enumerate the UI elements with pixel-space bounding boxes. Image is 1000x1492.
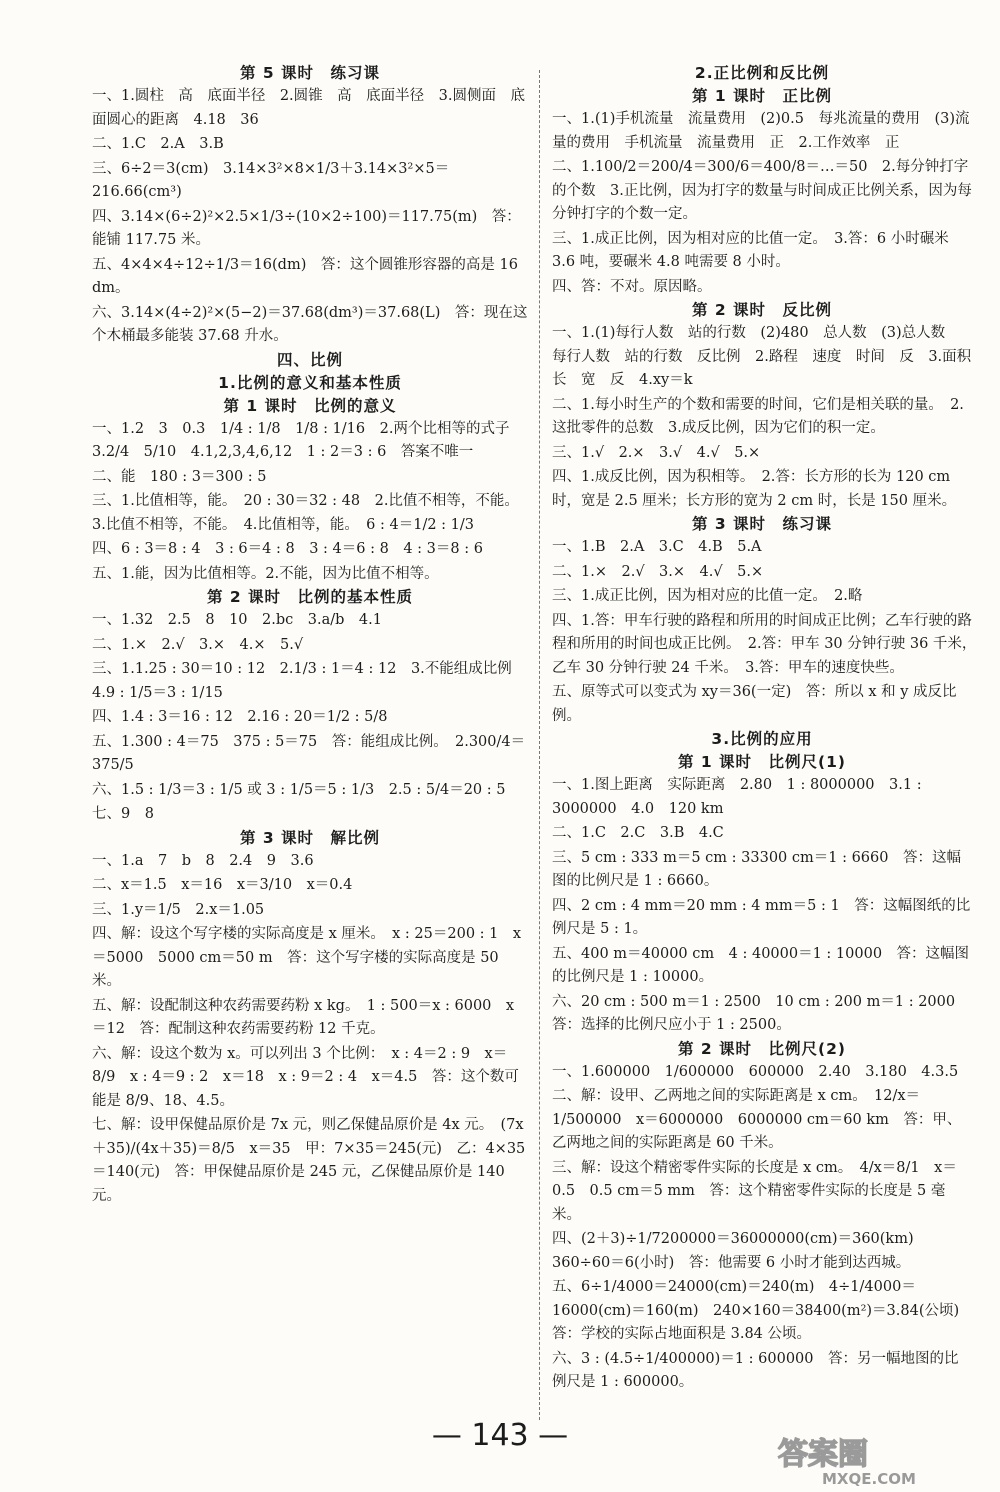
right-section-heading: 3.比例的应用 bbox=[711, 730, 813, 748]
right-answer-paragraph: 五、原等式可以变式为 xy＝36(一定) 答：所以 x 和 y 成反比例。 bbox=[552, 684, 957, 724]
right-answer-paragraph: 三、1.成正比例，因为相对应的比值一定。 3.答：6 小时碾米 3.6 吨，要碾米 4.8 吨需要 8 小时。 bbox=[552, 230, 949, 270]
right-answer-paragraph: 三、解：设这个精密零件实际的长度是 x cm。 4/x＝8/1 x＝0.5 0.5 cm＝5 mm 答：这个精密零件实际的长度是 5 毫米。 bbox=[552, 1159, 957, 1223]
right-answer-paragraph: 六、3 : (4.5÷1/400000)＝1 : 600000 答：另一幅地图的比例尺是 1 : 600000。 bbox=[552, 1350, 959, 1390]
right-section-heading: 2.正比例和反比例 bbox=[694, 64, 830, 82]
right-section-heading: 第 2 课时 比例尺(2) bbox=[677, 1039, 847, 1058]
left-answer-paragraph: 二、1.× 2.√ 3.× 4.× 5.√ bbox=[92, 636, 304, 653]
watermark-url: MXQE.COM bbox=[822, 1470, 916, 1488]
right-answer-paragraph: 三、5 cm : 333 m＝5 cm : 33300 cm＝1 : 6660 答：这幅图的比例尺是 1 : 6660。 bbox=[552, 849, 961, 889]
right-answer-paragraph: 四、1.成反比例，因为积相等。 2.答：长方形的长为 120 cm 时，宽是 2.5 厘米；长方形的宽为 2 cm 时，长是 150 厘米。 bbox=[552, 469, 957, 509]
right-answer-paragraph: 二、1.C 2.C 3.B 4.C bbox=[552, 825, 724, 841]
left-section-heading: 四、比例 bbox=[276, 350, 343, 369]
right-answer-paragraph: 四、2 cm : 4 mm＝20 mm : 4 mm＝5 : 1 答：这幅图纸的比例尺是 5 : 1。 bbox=[552, 897, 971, 937]
right-answer-paragraph: 一、1.600000 1/600000 600000 2.40 3.180 4.3.5 bbox=[552, 1063, 959, 1080]
left-answer-paragraph: 七、解：设甲保健品原价是 7x 元，则乙保健品原价是 4x 元。 (7x＋35)/(4x＋35)＝8/5 x＝35 甲：7×35＝245(元) 乙：4×35＝140(元) 答：甲保健品原价是 245 元，乙保健品原价是 140 元。 bbox=[92, 1117, 526, 1204]
left-answer-paragraph: 一、1.32 2.5 8 10 2.bc 3.a/b 4.1 bbox=[92, 612, 382, 628]
right-answer-paragraph: 三、1.成正比例，因为相对应的比值一定。 2.略 bbox=[552, 588, 863, 604]
right-answer-paragraph: 一、1.图上距离 实际距离 2.80 1 : 8000000 3.1 : 3000000 4.0 120 km bbox=[552, 777, 922, 817]
watermark-logo bbox=[758, 1432, 988, 1488]
left-answer-paragraph: 三、1.y＝1/5 2.x＝1.05 bbox=[92, 901, 265, 918]
watermark-text: 答案圈 bbox=[778, 1437, 868, 1472]
right-answer-paragraph: 一、1.(1)手机流量 流量费用 (2)0.5 每兆流量的费用 (3)流量的费用 手机流量 流量费用 正 2.工作效率 正 bbox=[552, 111, 970, 151]
left-answer-paragraph: 一、1.2 3 0.3 1/4 : 1/8 1/8 : 1/16 2.两个比相等的式子 3.2/4 5/10 4.1,2,3,4,6,12 1 : 2＝3 : 6 答案不唯一 bbox=[92, 420, 524, 460]
right-section-heading: 第 3 课时 练习课 bbox=[691, 515, 833, 533]
left-answer-paragraph: 四、3.14×(6÷2)²×2.5×1/3÷(10×2÷100)＝117.75(m) 答：能铺 117.75 米。 bbox=[92, 208, 521, 248]
left-answer-paragraph: 四、6 : 3＝8 : 4 3 : 6＝4 : 8 3 : 4＝6 : 8 4 : 3＝8 : 6 bbox=[92, 541, 483, 557]
left-answer-paragraph: 一、1.圆柱 高 底面半径 2.圆锥 高 底面半径 3.圆侧面 底面圆心的距离 4.18 36 bbox=[92, 88, 526, 128]
right-answer-paragraph: 四、答：不对。原因略。 bbox=[552, 278, 712, 295]
right-section-heading: 第 1 课时 正比例 bbox=[691, 87, 833, 105]
right-answer-paragraph: 三、1.√ 2.× 3.√ 4.√ 5.× bbox=[552, 444, 761, 461]
right-section-heading: 第 2 课时 反比例 bbox=[691, 301, 833, 319]
left-answer-paragraph: 六、3.14×(4÷2)²×(5−2)＝37.68(dm³)＝37.68(L) 答：现在这个木桶最多能装 37.68 升水。 bbox=[92, 304, 528, 344]
left-answer-paragraph: 五、1.能，因为比值相等。2.不能，因为比值不相等。 bbox=[92, 565, 439, 582]
left-answer-paragraph: 五、解：设配制这种农药需要药粉 x kg。 1 : 500＝x : 6000 x＝12 答：配制这种农药需要药粉 12 千克。 bbox=[92, 997, 515, 1037]
left-section-heading: 1.比例的意义和基本性质 bbox=[218, 373, 402, 392]
left-answer-paragraph: 三、6÷2＝3(cm) 3.14×3²×8×1/3＋3.14×3²×5＝216.66(cm³) bbox=[92, 160, 450, 200]
left-section-heading: 第 5 课时 练习课 bbox=[239, 64, 381, 82]
right-answer-paragraph: 二、1.× 2.√ 3.× 4.√ 5.× bbox=[552, 563, 764, 580]
right-answer-paragraph: 一、1.B 2.A 3.C 4.B 5.A bbox=[552, 539, 762, 555]
left-answer-paragraph: 七、9 8 bbox=[92, 806, 154, 822]
right-answer-paragraph: 六、20 cm : 500 m＝1 : 2500 10 cm : 200 m＝1 : 2000 答：选择的比例尺应小于 1 : 2500。 bbox=[552, 993, 970, 1033]
page-number: — 143 — bbox=[431, 1418, 569, 1453]
right-answer-paragraph: 四、1.答：甲车行驶的路程和所用的时间成正比例；乙车行驶的路程和所用的时间也成正比例。 2.答：甲车 30 分钟行驶 36 千米， 乙车 30 分钟行驶 24 千米。 3.答：甲车的速度快些。 bbox=[552, 612, 984, 676]
left-answer-paragraph: 五、4×4×4÷12÷1/3＝16(dm) 答：这个圆锥形容器的高是 16 dm。 bbox=[92, 256, 518, 296]
left-answer-paragraph: 四、解：设这个写字楼的实际高度是 x 厘米。 x : 25＝200 : 1 x＝5000 5000 cm＝50 m 答：这个写字楼的实际高度是 50 米。 bbox=[92, 926, 522, 989]
right-answer-paragraph: 二、解：设甲、乙两地之间的实际距离是 x cm。 12/x＝1/500000 x＝6000000 6000000 cm＝60 km 答：甲、乙两地之间的实际距离是 60 千米。 bbox=[552, 1088, 962, 1151]
left-answer-paragraph: 六、解：设这个数为 x。可以列出 3 个比例： x : 4＝2 : 9 x＝8/9 x : 4＝9 : 2 x＝18 x : 9＝2 : 4 x＝4.5 答：这个数可能是 8/9、18、4.5。 bbox=[92, 1045, 519, 1109]
left-answer-paragraph: 二、1.C 2.A 3.B bbox=[92, 136, 224, 152]
right-answer-paragraph: 一、1.(1)每行人数 站的行数 (2)480 总人数 (3)总人数 每行人数 站的行数 反比例 2.路程 速度 时间 反 3.面积 长 宽 反 4.xy＝k bbox=[552, 325, 986, 388]
left-answer-paragraph: 四、1.4 : 3＝16 : 12 2.16 : 20＝1/2 : 5/8 bbox=[92, 709, 388, 725]
column-divider bbox=[539, 70, 540, 1420]
left-section-heading: 第 1 课时 比例的意义 bbox=[223, 396, 397, 415]
left-answer-paragraph: 三、1.比值相等，能。 20 : 30＝32 : 48 2.比值不相等，不能。3.比值不相等，不能。 4.比值相等，能。 6 : 4＝1/2 : 1/3 bbox=[92, 493, 519, 533]
left-section-heading: 第 2 课时 比例的基本性质 bbox=[206, 588, 414, 606]
left-answer-paragraph: 一、1.a 7 b 8 2.4 9 3.6 bbox=[92, 852, 314, 869]
left-section-heading: 第 3 课时 解比例 bbox=[239, 828, 381, 847]
right-section-heading: 第 1 课时 比例尺(1) bbox=[677, 753, 847, 771]
left-answer-paragraph: 二、x＝1.5 x＝16 x＝3/10 x＝0.4 bbox=[92, 877, 353, 893]
left-answer-paragraph: 六、1.5 : 1/3＝3 : 1/5 或 3 : 1/5＝5 : 1/3 2.5 : 5/4＝20 : 5 bbox=[92, 781, 506, 798]
right-answer-paragraph: 四、(2＋3)÷1/7200000＝36000000(cm)＝360(km) 360÷60＝6(小时) 答：他需要 6 小时才能到达西城。 bbox=[552, 1231, 929, 1271]
left-column bbox=[92, 62, 528, 1208]
left-answer-paragraph: 二、能 180 : 3＝300 : 5 bbox=[92, 468, 267, 485]
right-column bbox=[552, 62, 986, 1395]
right-answer-paragraph: 五、400 m＝40000 cm 4 : 40000＝1 : 10000 答：这幅图的比例尺是 1 : 10000。 bbox=[552, 945, 970, 985]
right-answer-paragraph: 二、1.每小时生产的个数和需要的时间，它们是相关联的量。 2.这批零件的总数 3.成反比例，因为它们的积一定。 bbox=[552, 396, 964, 436]
right-answer-paragraph: 二、1.100/2＝200/4＝300/6＝400/8＝…＝50 2.每分钟打字的个数 3.正比例，因为打字的数量与时间成正比例关系，因为每分钟打字的个数一定。 bbox=[552, 159, 972, 222]
left-answer-paragraph: 三、1.1.25 : 30＝10 : 12 2.1/3 : 1＝4 : 12 3.不能组成比例 4.9 : 1/5＝3 : 1/15 bbox=[92, 661, 527, 701]
left-answer-paragraph: 五、1.300 : 4＝75 375 : 5＝75 答：能组成比例。 2.300/4＝375/5 bbox=[92, 733, 526, 773]
right-answer-paragraph: 五、6÷1/4000＝24000(cm)＝240(m) 4÷1/4000＝16000(cm)＝160(m) 240×160＝38400(m²)＝3.84(公顷) 答：学校的实际占地面积是 3.84 公顷。 bbox=[552, 1279, 974, 1342]
